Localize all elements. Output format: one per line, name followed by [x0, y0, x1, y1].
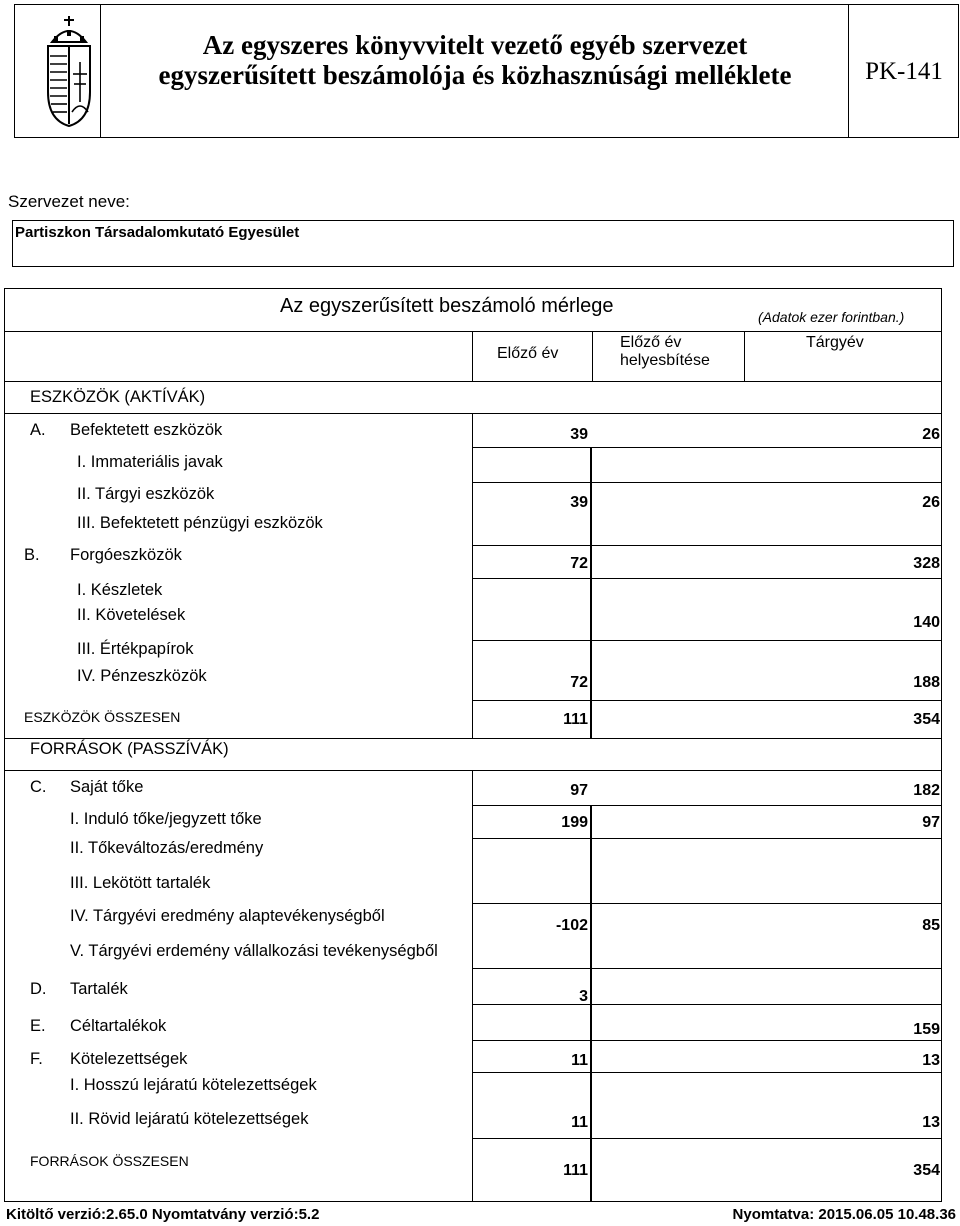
assets-total-bottom: [4, 738, 942, 739]
row-c-prev: 97: [570, 782, 588, 799]
row-c2-label: II. Tőkeváltozás/eredmény: [70, 839, 264, 857]
row-b3-label: III. Értékpapírok: [77, 640, 194, 658]
row-a-code: A.: [30, 421, 46, 439]
title-row-bottom: [4, 331, 942, 332]
row-line-a2: [472, 545, 942, 546]
col-head-prev-adj-2: helyesbítése: [620, 352, 710, 369]
balance-title: Az egyszerűsített beszámoló mérlege: [280, 295, 614, 317]
row-line-f: [472, 1072, 942, 1073]
row-b2-label: II. Követelések: [77, 606, 186, 624]
header-divider-right: [848, 4, 849, 138]
row-line-e: [472, 1040, 942, 1041]
org-name-value: Partiszkon Társadalomkutató Egyesület: [15, 224, 300, 241]
row-b-prev: 72: [570, 555, 588, 572]
row-c-label: Saját tőke: [70, 778, 144, 796]
col-head-prev-adj-1: Előző év: [620, 334, 682, 351]
row-line-f2: [472, 1138, 942, 1139]
colhead-divider-1: [472, 331, 473, 382]
row-line-b2: [472, 640, 942, 641]
form-title: [110, 30, 840, 90]
row-line-a1: [472, 482, 942, 483]
row-c-cur: 182: [913, 782, 940, 799]
row-line-c3: [472, 903, 942, 904]
colhead-divider-3: [744, 331, 745, 382]
row-b-code: B.: [24, 546, 40, 564]
row-c5-label: V. Tárgyévi erdemény vállalkozási tevékenységből: [70, 942, 438, 960]
row-line-c1: [472, 838, 942, 839]
row-c3-label: III. Lekötött tartalék: [70, 874, 211, 892]
liab-total-cur: 354: [913, 1162, 940, 1179]
assets-total-label: ESZKÖZÖK ÖSSZESEN: [24, 709, 181, 725]
unit-note: (Adatok ezer forintban.): [758, 309, 905, 325]
row-line-c5: [472, 968, 942, 969]
liab-total-label: FORRÁSOK ÖSSZESEN: [30, 1153, 189, 1169]
row-b1-label: I. Készletek: [77, 581, 163, 599]
coat-of-arms-icon: [40, 12, 98, 130]
row-d-prev: 3: [579, 988, 588, 1005]
form-title-line1: Az egyszeres könyvvitelt vezető egyéb szervezet: [202, 30, 748, 60]
row-line-d: [472, 1004, 942, 1005]
row-a-cur: 26: [922, 426, 940, 443]
row-b2-cur: 140: [913, 614, 940, 631]
label-column-border: [472, 413, 473, 738]
row-a3-label: III. Befektetett pénzügyi eszközök: [77, 514, 323, 532]
row-a-label: Befektetett eszközök: [70, 421, 223, 439]
header-divider-left: [100, 4, 101, 138]
assets-total-cur: 354: [913, 711, 940, 728]
liab-heading-bottom: [4, 770, 942, 771]
row-f-code: F.: [30, 1050, 43, 1068]
row-line-c: [472, 805, 942, 806]
row-c4-label: IV. Tárgyévi eredmény alaptevékenységből: [70, 907, 385, 925]
col-head-prev: Előző év: [497, 345, 559, 362]
row-f-label: Kötelezettségek: [70, 1050, 188, 1068]
liab-total-prev: 111: [563, 1162, 588, 1179]
row-f2-cur: 13: [922, 1114, 940, 1131]
row-c1-label: I. Induló tőke/jegyzett tőke: [70, 810, 262, 828]
assets-heading: ESZKÖZÖK (AKTÍVÁK): [30, 388, 206, 406]
row-b-cur: 328: [913, 555, 940, 572]
row-a2-cur: 26: [922, 494, 940, 511]
row-a1-label: I. Immateriális javak: [77, 453, 223, 471]
row-line-b4: [472, 700, 942, 701]
footer-printed: Nyomtatva: 2015.06.05 10.48.36: [732, 1206, 956, 1223]
row-c4-cur: 85: [922, 917, 940, 934]
colhead-row-bottom: [4, 381, 942, 382]
row-b4-prev: 72: [570, 674, 588, 691]
row-e-label: Céltartalékok: [70, 1017, 167, 1035]
row-a2-prev: 39: [570, 494, 588, 511]
col-head-current: Tárgyév: [806, 334, 864, 351]
row-f2-prev: 11: [571, 1114, 588, 1131]
org-name-field[interactable]: [12, 220, 954, 267]
row-a-prev: 39: [570, 426, 588, 443]
row-f1-label: I. Hosszú lejáratú kötelezettségek: [70, 1076, 317, 1094]
row-b4-cur: 188: [913, 674, 940, 691]
row-e-code: E.: [30, 1017, 46, 1035]
footer-version: Kitöltő verzió:2.65.0 Nyomtatvány verzió:5.2: [6, 1206, 320, 1223]
row-a2-label: II. Tárgyi eszközök: [77, 485, 215, 503]
row-c1-prev: 199: [561, 814, 588, 831]
row-b-label: Forgóeszközök: [70, 546, 182, 564]
form-code: PK-141: [865, 58, 943, 85]
org-name-label: Szervezet neve:: [8, 192, 130, 211]
liab-heading: FORRÁSOK (PASSZÍVÁK): [30, 740, 229, 758]
form-title-line2: egyszerűsített beszámolója és közhasznúsági melléklete: [158, 60, 792, 90]
colhead-divider-2: [592, 331, 593, 382]
prev-column-border: [590, 447, 592, 738]
row-f-cur: 13: [922, 1052, 940, 1069]
row-c1-cur: 97: [922, 814, 940, 831]
row-c4-prev: -102: [555, 917, 588, 934]
assets-total-prev: 111: [563, 711, 588, 728]
row-f-prev: 11: [571, 1052, 588, 1069]
row-d-label: Tartalék: [70, 980, 128, 998]
row-f2-label: II. Rövid lejáratú kötelezettségek: [70, 1110, 309, 1128]
assets-heading-bottom: [4, 413, 942, 414]
row-e-cur: 159: [913, 1021, 940, 1038]
row-line-b: [472, 578, 942, 579]
row-d-code: D.: [30, 980, 47, 998]
row-line-a: [472, 447, 942, 448]
col-head-prev-adj: [620, 334, 710, 370]
row-b4-label: IV. Pénzeszközök: [77, 667, 207, 685]
row-c-code: C.: [30, 778, 47, 796]
